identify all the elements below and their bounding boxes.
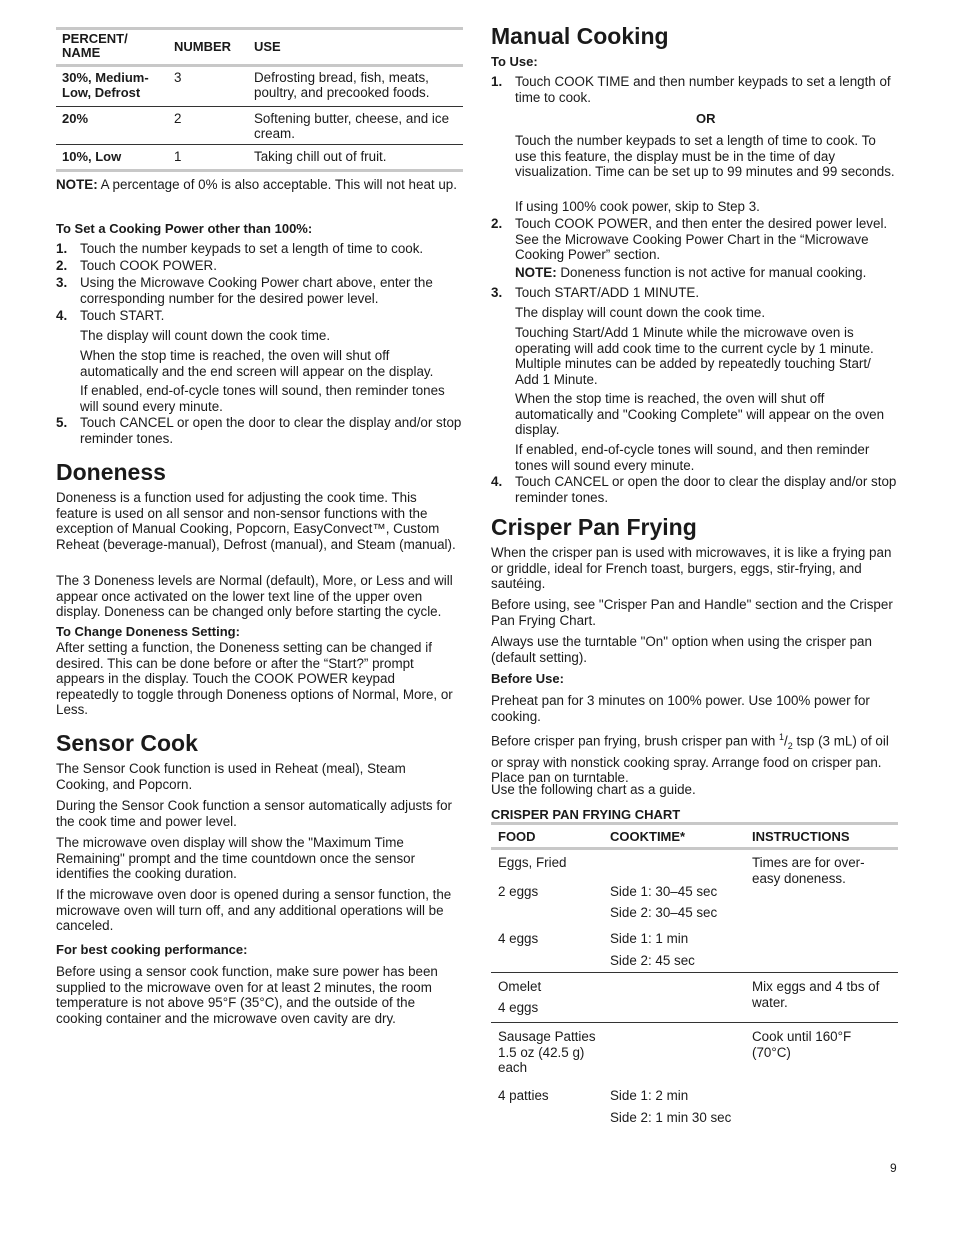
chart-row-divider	[491, 1022, 898, 1023]
manual-step-1c: If using 100% cook power, skip to Step 3.	[515, 199, 760, 214]
fraction-denominator: 2	[787, 741, 793, 752]
sensor-p1: The Sensor Cook function is used in Reheat (meal), Steam Cooking, and Popcorn.	[56, 761, 406, 792]
step-number: 4.	[491, 474, 503, 489]
manual-step-3c: When the stop time is reached, the oven will shut off automatically and "Cooking Complete" will appear on the oven display.	[515, 391, 885, 437]
note-label: NOTE:	[56, 177, 98, 192]
set-power-step-5: Touch CANCEL or open the door to clear the display and/or stop reminder tones.	[80, 415, 462, 446]
row-divider	[56, 106, 463, 107]
manual-step-2: Touch COOK POWER, and then enter the desired power level. See the Microwave Cooking Power Chart in the “Microwave Cooking Power” section.	[515, 216, 888, 262]
step-number: 3.	[56, 275, 68, 290]
step-number: 2.	[56, 258, 68, 273]
chart-sausage: Sausage Patties 1.5 oz (42.5 g) each	[498, 1029, 596, 1075]
set-power-heading: To Set a Cooking Power other than 100%:	[56, 221, 313, 236]
row1-use: Defrosting bread, fish, meats, poultry, and precooked foods.	[254, 70, 430, 100]
set-power-step-1: Touch the number keypads to set a length of time to cook.	[80, 241, 424, 256]
chart-2-eggs-side2: Side 2: 30–45 sec	[610, 905, 718, 920]
doneness-p2: The 3 Doneness levels are Normal (default), More, or Less and will appear once activated on the lower text line of the upper oven display. Doneness can be changed only before starting the cycle.	[56, 573, 453, 619]
step-number: 4.	[56, 308, 68, 323]
chart-4-eggs-side2: Side 2: 45 sec	[610, 953, 695, 968]
chart-sausage-instructions: Cook until 160°F (70°C)	[752, 1029, 852, 1060]
chart-top-rule	[491, 822, 898, 825]
crisper-p5: Before crisper pan frying, brush crisper pan with $^1/_2$ tsp (3 mL) of oil or spray with nonstick cooking spray. Arrange food on crisper pan. Place pan on turntable.	[491, 732, 889, 786]
header-number: NUMBER	[174, 39, 232, 54]
row2-number: 2	[174, 111, 182, 126]
change-doneness-heading: To Change Doneness Setting:	[56, 624, 240, 639]
manual-step-3b: Touching Start/Add 1 Minute while the microwave oven is operating will add cook time to the current cycle by 1 minute. Multiple minutes can be added by repeatedly touching Start/ Add 1 Minute.	[515, 325, 874, 387]
to-use-heading: To Use:	[491, 54, 538, 69]
chart-omelet-eggs: 4 eggs	[498, 1000, 539, 1015]
chart-header-food: FOOD	[498, 829, 536, 844]
chart-eggs-fried: Eggs, Fried	[498, 855, 567, 870]
crisper-p2: Before using, see "Crisper Pan and Handle" section and the Crisper Pan Frying Chart.	[491, 597, 893, 628]
p5-start: Before crisper pan frying, brush crisper pan with	[491, 733, 780, 749]
doneness-title: Doneness	[56, 459, 166, 485]
table-bottom-rule	[56, 169, 463, 172]
crisper-pan-title: Crisper Pan Frying	[491, 514, 697, 540]
crisper-p4: Preheat pan for 3 minutes on 100% power. Use 100% power for cooking.	[491, 693, 870, 724]
crisper-p1: When the crisper pan is used with microwaves, it is like a frying pan or griddle, ideal for French toast, burgers, eggs, stir-frying, and sautéing.	[491, 545, 892, 591]
table-header-rule	[56, 64, 463, 67]
row1-name: 30%, Medium-Low, Defrost	[62, 70, 149, 100]
chart-eggs-instructions: Times are for over-easy doneness.	[752, 855, 865, 886]
manual-step-2-note	[515, 265, 898, 281]
row-divider	[56, 144, 463, 145]
sensor-cook-title: Sensor Cook	[56, 730, 198, 756]
table-top-rule	[56, 27, 463, 30]
chart-4-patties: 4 patties	[498, 1088, 549, 1103]
set-power-step-2: Touch COOK POWER.	[80, 258, 217, 273]
sensor-p3: The microwave oven display will show the "Maximum Time Remaining" prompt and the time countdown once the sensor identifies the cooking duration.	[56, 835, 416, 881]
note-text: A percentage of 0% is also acceptable. This will not heat up.	[97, 177, 457, 192]
row3-name: 10%, Low	[62, 149, 122, 164]
page-number: 9	[890, 1161, 897, 1175]
chart-4-eggs: 4 eggs	[498, 931, 539, 946]
row2-use: Softening butter, cheese, and ice cream.	[254, 111, 450, 141]
doneness-p3: After setting a function, the Doneness setting can be changed if desired. This can be done before or after the “Start?” prompt appears in the display. Touch the COOK POWER keypad repeatedly to toggle through Doneness options of Normal, More, or Less.	[56, 640, 453, 717]
chart-4-eggs-side1: Side 1: 1 min	[610, 931, 689, 946]
set-power-step-3: Using the Microwave Cooking Power chart above, enter the corresponding number for the desired power level.	[80, 275, 433, 306]
step-number: 1.	[491, 74, 503, 89]
chart-patties-side1: Side 1: 2 min	[610, 1088, 689, 1103]
manual-step-1b: Touch the number keypads to set a length of time to cook. To use this feature, the display must be in the time of day visualization. Time can be set up to 99 minutes and 99 seconds.	[515, 133, 895, 179]
crisper-p3: Always use the turntable "On" option when using the crisper pan (default setting).	[491, 634, 872, 665]
doneness-p1: Doneness is a function used for adjusting the cook time. This feature is used on all sensor and non-sensor functions with the exception of Manual Cooking, Popcorn, EasyConvect™, Custom Reheat (beverage-manual), Defrost (manual), and Steam (manual).	[56, 490, 456, 552]
sensor-p5: Before using a sensor cook function, make sure power has been supplied to the microwave oven for at least 2 minutes, the room temperature is not above 95°F (35°C), and the outside of the cooking container and the microwave oven cavity are dry.	[56, 964, 438, 1026]
row3-use: Taking chill out of fruit.	[254, 149, 387, 164]
manual-step-3a: The display will count down the cook time.	[515, 305, 766, 320]
sensor-p4: If the microwave oven door is opened during a sensor function, the microwave oven will turn off, and any additional operations will be canceled.	[56, 887, 452, 933]
header-use: USE	[254, 39, 281, 54]
sensor-p2: During the Sensor Cook function a sensor automatically adjusts for the cook time and power level.	[56, 798, 452, 829]
step-4-note-3: If enabled, end-of-cycle tones will sound, then reminder tones will sound every minute.	[80, 383, 445, 414]
row2-name: 20%	[62, 111, 89, 126]
header-percent-name: PERCENT/ NAME	[62, 31, 128, 60]
step-number: 3.	[491, 285, 503, 300]
row1-number: 3	[174, 70, 182, 85]
chart-omelet: Omelet	[498, 979, 542, 994]
chart-row-divider	[491, 972, 898, 973]
chart-header-instructions: INSTRUCTIONS	[752, 829, 850, 844]
row3-number: 1	[174, 149, 182, 164]
chart-title: CRISPER PAN FRYING CHART	[491, 807, 681, 822]
chart-2-eggs: 2 eggs	[498, 884, 539, 899]
step-4-note-2: When the stop time is reached, the oven will shut off automatically and the end screen will appear on the display.	[80, 348, 434, 379]
manual-cooking-title: Manual Cooking	[491, 23, 669, 49]
p5-end: tsp (3 mL) of oil or spray with nonstick cooking spray. Arrange food on crisper pan. Place pan on turntable.	[491, 733, 889, 786]
crisper-p6: Use the following chart as a guide.	[491, 782, 696, 797]
manual-step-3d: If enabled, end-of-cycle tones will sound, and then reminder tones will sound every minute.	[515, 442, 870, 473]
manual-step-3: Touch START/ADD 1 MINUTE.	[515, 285, 700, 300]
manual-step-1: Touch COOK TIME and then number keypads to set a length of time to cook.	[515, 74, 891, 105]
before-use-heading: Before Use:	[491, 671, 564, 686]
note-text: Doneness function is not active for manual cooking.	[556, 265, 867, 280]
step-4-note-1: The display will count down the cook time.	[80, 328, 331, 343]
set-power-step-4: Touch START.	[80, 308, 165, 323]
chart-patties-side2: Side 2: 1 min 30 sec	[610, 1110, 732, 1125]
chart-header-cooktime: COOKTIME*	[610, 829, 686, 844]
step-number: 2.	[491, 216, 503, 231]
chart-2-eggs-side1: Side 1: 30–45 sec	[610, 884, 718, 899]
best-performance-heading: For best cooking performance:	[56, 942, 248, 957]
step-number: 1.	[56, 241, 68, 256]
note-label: NOTE:	[515, 265, 557, 280]
or-label: OR	[696, 111, 716, 126]
fraction-numerator: 1	[779, 732, 785, 742]
manual-step-4: Touch CANCEL or open the door to clear the display and/or stop reminder tones.	[515, 474, 897, 505]
note	[56, 177, 463, 193]
chart-header-rule	[491, 847, 898, 850]
step-number: 5.	[56, 415, 68, 430]
chart-omelet-instructions: Mix eggs and 4 tbs of water.	[752, 979, 880, 1010]
